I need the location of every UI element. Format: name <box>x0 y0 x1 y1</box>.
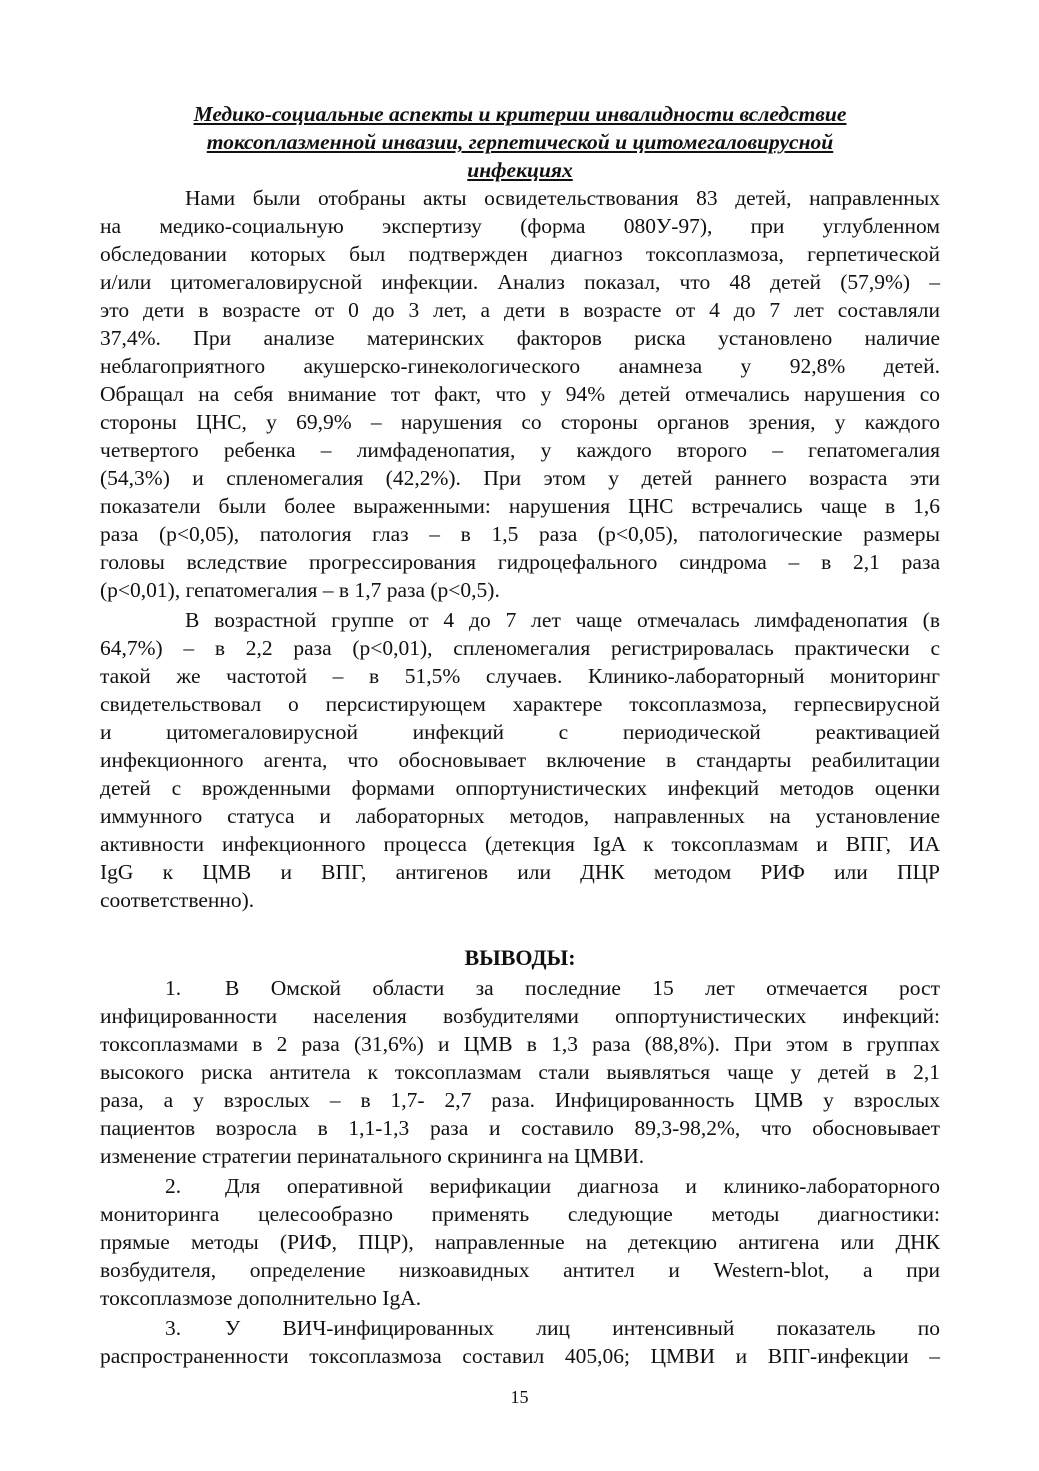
paragraph-1-line: (р<0,01), гепатомегалия – в 1,7 раза (р<0,5). <box>100 578 500 602</box>
conclusion-1-line: пациентов возросла в 1,1-1,3 раза и составило 89,3-98,2%, что обосновывает <box>100 1116 940 1140</box>
paragraph-1-line: неблагоприятного акушерско-гинекологического анамнеза у 92,8% детей. <box>100 354 940 378</box>
conclusion-1-line: раза, а у взрослых – в 1,7- 2,7 раза. Инфицированность ЦМВ у взрослых <box>100 1088 940 1112</box>
paragraph-2-line: IgG к ЦМВ и ВПГ, антигенов или ДНК методом РИФ или ПЦР <box>100 860 940 884</box>
conclusion-3-line: У ВИЧ-инфицированных лиц интенсивный показатель по <box>225 1316 940 1340</box>
conclusion-1-line: изменение стратегии перинатального скрининга на ЦМВИ. <box>100 1144 645 1168</box>
conclusion-1-line: инфицированности населения возбудителями оппортунистических инфекций: <box>100 1004 940 1028</box>
paragraph-1-line: и/или цитомегаловирусной инфекции. Анализ показал, что 48 детей (57,9%) – <box>100 270 940 294</box>
paragraph-1-line: стороны ЦНС, у 69,9% – нарушения со стороны органов зрения, у каждого <box>100 410 940 434</box>
conclusion-2-line: возбудителя, определение низкоавидных антител и Western-blot, а при <box>100 1258 940 1282</box>
conclusion-1-line: В Омской области за последние 15 лет отмечается рост <box>225 976 940 1000</box>
paragraph-1-line: (54,3%) и спленомегалия (42,2%). При этом у детей раннего возраста эти <box>100 466 940 490</box>
conclusion-number: 2. <box>165 1174 182 1198</box>
paragraph-1-line: Обращал на себя внимание тот факт, что у 94% детей отмечались нарушения со <box>100 382 940 406</box>
page-number: 15 <box>510 1387 529 1407</box>
conclusion-number: 3. <box>165 1316 182 1340</box>
paragraph-1-line: это дети в возрасте от 0 до 3 лет, а дети в возрасте от 4 до 7 лет составляли <box>100 298 940 322</box>
paragraph-1-line: головы вследствие прогрессирования гидроцефального синдрома – в 2,1 раза <box>100 550 940 574</box>
conclusion-2-line: токсоплазмозе дополнительно IgA. <box>100 1286 422 1310</box>
title-line-1: Медико-социальные аспекты и критерии инвалидности вследствие <box>193 102 847 126</box>
title-line-2: токсоплазменной инвазии, герпетической и цитомегаловирусной <box>206 130 834 154</box>
paragraph-2-line: иммунного статуса и лабораторных методов, направленных на установление <box>100 804 940 828</box>
conclusion-3-line: распространенности токсоплазмоза составил 405,06; ЦМВИ и ВПГ-инфекции – <box>100 1344 940 1368</box>
conclusion-1-line: токсоплазмами в 2 раза (31,6%) и ЦМВ в 1,3 раза (88,8%). При этом в группах <box>100 1032 940 1056</box>
paragraph-1-line: четвертого ребенка – лимфаденопатия, у каждого второго – гепатомегалия <box>100 438 940 462</box>
conclusions-heading: ВЫВОДЫ: <box>464 945 576 970</box>
paragraph-2-line: такой же частотой – в 51,5% случаев. Клинико-лабораторный мониторинг <box>100 664 940 688</box>
paragraph-1-line: показатели были более выраженными: нарушения ЦНС встречались чаще в 1,6 <box>100 494 940 518</box>
conclusion-number: 1. <box>165 976 182 1000</box>
title-line-3: инфекциях <box>467 158 573 182</box>
conclusion-2-line: Для оперативной верификации диагноза и клинико-лабораторного <box>225 1174 940 1198</box>
paragraph-2-line: свидетельствовал о персистирующем характере токсоплазмоза, герпесвирусной <box>100 692 940 716</box>
paragraph-1-line: обследовании которых был подтвержден диагноз токсоплазмоза, герпетической <box>100 242 940 266</box>
paragraph-2-line: инфекционного агента, что обосновывает включение в стандарты реабилитации <box>100 748 940 772</box>
paragraph-1-line: 37,4%. При анализе материнских факторов риска установлено наличие <box>100 326 940 350</box>
paragraph-2-line: соответственно). <box>100 888 255 912</box>
conclusion-1-line: высокого риска антитела к токсоплазмам стали выявляться чаще у детей в 2,1 <box>100 1060 940 1084</box>
paragraph-1-line: на медико-социальную экспертизу (форма 080У-97), при углубленном <box>100 214 940 238</box>
conclusion-2-line: мониторинга целесообразно применять следующие методы диагностики: <box>100 1202 940 1226</box>
paragraph-2-line: детей с врожденными формами оппортунистических инфекций методов оценки <box>100 776 940 800</box>
paragraph-2-line: и цитомегаловирусной инфекций с периодической реактивацией <box>100 720 940 744</box>
paragraph-1-line: раза (р<0,05), патология глаз – в 1,5 раза (р<0,05), патологические размеры <box>100 522 940 546</box>
conclusion-2-line: прямые методы (РИФ, ПЦР), направленные на детекцию антигена или ДНК <box>100 1230 940 1254</box>
paragraph-1-line: Нами были отобраны акты освидетельствования 83 детей, направленных <box>185 186 940 210</box>
paragraph-2-line: 64,7%) – в 2,2 раза (р<0,01), спленомегалия регистрировалась практически с <box>100 636 940 660</box>
paragraph-2-line: В возрастной группе от 4 до 7 лет чаще отмечалась лимфаденопатия (в <box>185 608 940 632</box>
paragraph-2-line: активности инфекционного процесса (детекция IgA к токсоплазмам и ВПГ, ИА <box>100 832 940 856</box>
